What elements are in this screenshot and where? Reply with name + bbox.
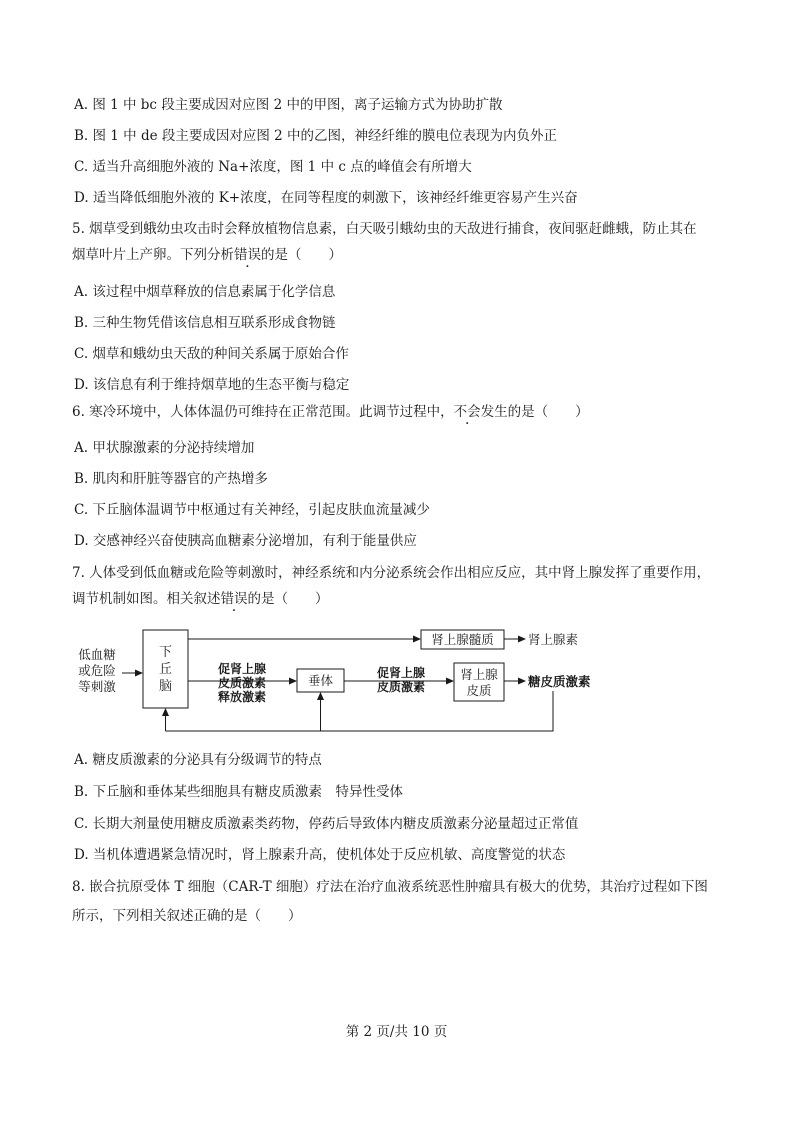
svg-text:肾上腺: 肾上腺: [460, 667, 498, 682]
stimulus-label: [78, 647, 116, 694]
q7-emphasis: 错误: [220, 591, 248, 607]
q7-option-c: C. 长期大剂量使用糖皮质激素类药物，停药后导致体内糖皮质激素分泌量超过正常值: [74, 816, 579, 832]
q7-option-d: D. 当机体遭遇紧急情况时，肾上腺素升高，使机体处于反应机敏、高度警觉的状态: [74, 847, 566, 863]
svg-text:皮质激素: 皮质激素: [217, 676, 267, 690]
q5-emphasis: 错误: [234, 247, 261, 263]
q6-stem: [72, 402, 589, 422]
q4-option-b: B. 图 1 中 de 段主要成因对应图 2 中的乙图，神经纤维的膜电位表现为内负外正: [74, 128, 558, 144]
q5-stem-paren: 的是（ ）: [261, 247, 342, 263]
q6-option-a: A. 甲状腺激素的分泌持续增加: [74, 440, 255, 456]
q5-stem-line1: 5. 烟草受到蛾幼虫攻击时会释放植物信息素，白天吸引蛾幼虫的天敌进行捕食，夜间驱赶雌蛾，防止其在: [72, 221, 697, 237]
adrenaline-label: 肾上腺素: [528, 632, 579, 647]
q5-stem-text: 烟草叶片上产卵。下列分析: [72, 247, 234, 263]
svg-text:脑: 脑: [158, 679, 173, 694]
pituitary-label: 垂体: [307, 673, 334, 688]
hypothalamus-label: [159, 645, 172, 694]
q6-option-c: C. 下丘脑体温调节中枢通过有关神经，引起皮肤血流量减少: [74, 502, 430, 518]
svg-text:下: 下: [158, 645, 173, 660]
acth-label: [377, 665, 425, 694]
svg-text:促肾上腺: 促肾上腺: [376, 666, 426, 680]
page-footer: 第 2 页/共 10 页: [345, 1024, 448, 1040]
svg-text:等刺激: 等刺激: [78, 679, 116, 694]
adrenal-cortex-label: [460, 667, 498, 698]
svg-text:低血糖: 低血糖: [78, 647, 116, 662]
q4-option-c: C. 适当升高细胞外液的 Na+浓度，图 1 中 c 点的峰值会有所增大: [74, 159, 472, 175]
q8-stem-line2: 所示，下列相关叙述正确的是（ ）: [72, 908, 302, 924]
q6-stem-text: 6. 寒冷环境中，人体体温仍可维持在正常范围。此调节过程中，: [72, 404, 454, 420]
q6-option-d: D. 交感神经兴奋使胰高血糖素分泌增加，有利于能量供应: [74, 533, 417, 549]
q6-option-b: B. 肌肉和肝脏等器官的产热增多: [74, 471, 269, 487]
svg-text:或危险: 或危险: [78, 663, 116, 678]
q7-regulation-diagram: [0, 615, 793, 745]
q5-option-b: B. 三种生物凭借该信息相互联系形成食物链: [74, 315, 336, 331]
q6-emphasis: 不会: [453, 404, 481, 420]
svg-text:皮质: 皮质: [466, 683, 492, 698]
q5-stem-line2: [72, 245, 342, 265]
q7-stem-line2: [72, 589, 329, 609]
q4-option-d: D. 适当降低细胞外液的 K+浓度，在同等程度的刺激下，该神经纤维更容易产生兴奋: [74, 190, 578, 206]
q5-option-c: C. 烟草和蛾幼虫天敌的种间关系属于原始合作: [74, 346, 349, 362]
svg-text:皮质激素: 皮质激素: [376, 680, 426, 694]
q6-stem-paren: 发生的是（ ）: [480, 404, 589, 420]
svg-text:释放激素: 释放激素: [217, 690, 267, 704]
q7-option-b: B. 下丘脑和垂体某些细胞具有糖皮质激素 特异性受体: [74, 784, 404, 800]
q7-option-a: A. 糖皮质激素的分泌具有分级调节的特点: [74, 752, 322, 768]
q4-option-a: A. 图 1 中 bc 段主要成因对应图 2 中的甲图，离子运输方式为协助扩散: [74, 97, 503, 113]
q5-option-a: A. 该过程中烟草释放的信息素属于化学信息: [74, 284, 336, 300]
q5-option-d: D. 该信息有利于维持烟草地的生态平衡与稳定: [74, 377, 350, 393]
svg-text:丘: 丘: [158, 662, 173, 677]
adrenal-medulla-label: 肾上腺髓质: [431, 632, 494, 647]
crh-label: [218, 661, 266, 704]
q7-stem-paren: 的是（ ）: [247, 591, 329, 607]
q8-stem-line1: 8. 嵌合抗原受体 T 细胞（CAR-T 细胞）疗法在治疗血液系统恶性肿瘤具有极大的优势，其治疗过程如下图: [72, 879, 708, 895]
svg-text:促肾上腺: 促肾上腺: [217, 662, 267, 676]
q7-stem-line1: 7. 人体受到低血糖或危险等刺激时，神经系统和内分泌系统会作出相应反应，其中肾上腺发挥了重要作用，: [72, 565, 711, 581]
glucocorticoid-label: 糖皮质激素: [528, 674, 591, 689]
q7-stem-text: 调节机制如图。相关叙述: [72, 591, 221, 607]
